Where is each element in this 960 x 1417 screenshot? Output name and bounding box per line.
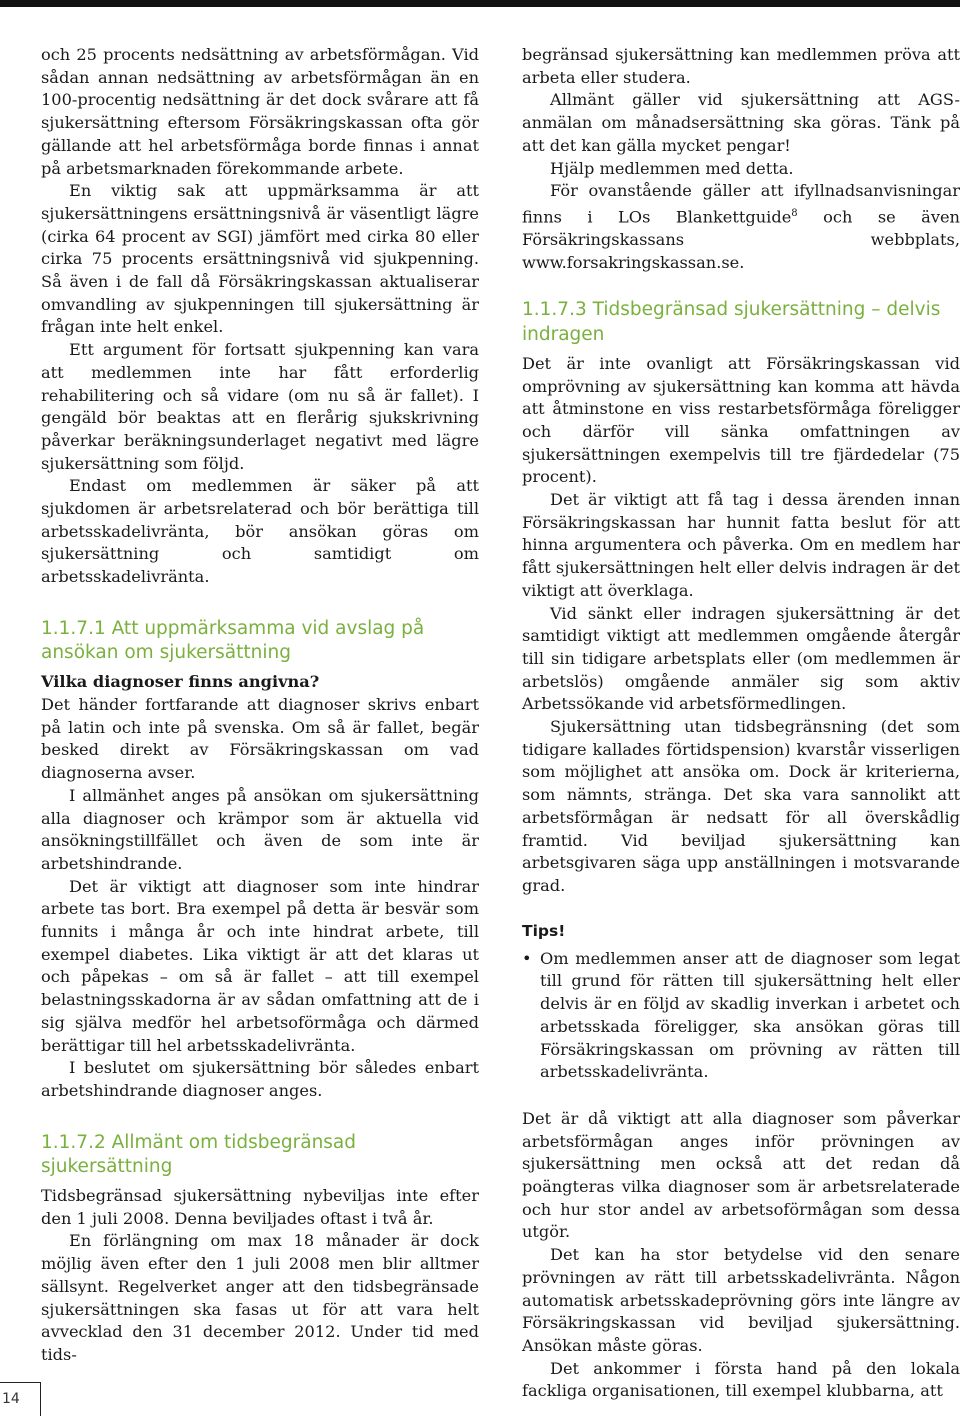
left-column <box>41 44 479 1367</box>
paragraph <box>522 180 960 274</box>
paragraph-text: och se även Försäkringskassans webbplats, www.forsakringskassan.se. <box>522 207 960 272</box>
page-number-box <box>0 1382 40 1417</box>
paragraph: Hjälp medlemmen med detta. <box>550 158 794 178</box>
tips-heading: Tips! <box>522 921 566 940</box>
paragraph: Det ankommer i första hand på den lokala fackliga organisationen, till exempel klubbarna, att <box>522 1358 960 1401</box>
top-rule <box>0 0 960 7</box>
paragraph: Ett argument för fortsatt sjukpenning kan vara att medlemmen inte har fått erforderlig rehabilitering och så vidare (om nu så är fallet). I gengäld bör beaktas att en flerårig sjukskrivning påverkar beräkningsunderlaget negativt med lägre sjukersättning som följd. <box>41 340 479 473</box>
tips-list <box>522 948 960 1084</box>
paragraph: Det är inte ovanligt att Försäkringskassan vid omprövning av sjukersättning kan komma att hävda att åtminstone en viss restarbetsförmåga föreligger och därför vill sänka omfattningen av sjukersättningen exempelvis till tre fjärdedelar (75 procent). <box>522 353 960 487</box>
paragraph: Det kan ha stor betydelse vid den senare prövningen av rätt till arbetsskadelivränta. Någon automatisk arbetsskadeprövning görs inte längre av Försäkringskassan vid beviljad sjukersättning. Ansökan måste göras. <box>522 1245 960 1355</box>
paragraph: Endast om medlemmen är säker på att sjukdomen är arbetsrelaterad och bör berättiga till arbetsskadelivränta, bör ansökan göras om sjukersättning och samtidigt om arbetsskadelivränta. <box>41 476 479 587</box>
paragraph: och 25 procents nedsättning av arbetsförmågan. Vid sådan annan nedsättning av arbetsförmågan än en 100-procentig nedsättning är det dock svårare att få sjukersättning eftersom Försäkringskassan ofta gör gällande att hel arbetsförmåga borde finnas i annat på arbetsmarknaden förekommande arbete. <box>41 45 479 178</box>
paragraph: I allmänhet anges på ansökan om sjukersättning alla diagnoser och krämpor som är aktuella vid ansökningstillfället och även de som inte är arbetshindrande. <box>41 785 479 873</box>
paragraph: I beslutet om sjukersättning bör således enbart arbetshindrande diagnoser anges. <box>41 1058 479 1100</box>
section-heading: 1.1.7.2 Allmänt om tidsbegränsad sjukersättning <box>41 1131 357 1177</box>
paragraph: Allmänt gäller vid sjukersättning att AGS-anmälan om månadsersättning ska göras. Tänk på att det kan gälla mycket pengar! <box>522 90 960 155</box>
tip-item: • Om medlemmen anser att de diagnoser som legat till grund för rätten till sjukersättning helt eller delvis är en följd av skadlig inverkan i arbetet och arbetsskada föreligger, ska ansökan göras till Försäkringskassan om prövning av rätten till arbetsskadelivränta. <box>540 948 960 1084</box>
paragraph: Vid sänkt eller indragen sjukersättning är det samtidigt viktigt att medlemmen omgående återgår till sin tidigare arbetsplats eller (om medlemmen är arbetslös) omgående anmäler sig som aktiv Arbetssökande vid arbetsförmedlingen. <box>522 603 960 714</box>
paragraph: Det är viktigt att få tag i dessa ärenden innan Försäkringskassan har hunnit fatta beslut för att hinna argumentera och påverka. Om en medlem har fått sjukersättningen helt eller delvis indragen är det viktigt att överklaga. <box>522 490 960 600</box>
paragraph: Tidsbegränsad sjukersättning nybeviljas inte efter den 1 juli 2008. Denna beviljades oftast i två år. <box>41 1186 479 1228</box>
paragraph: Det är viktigt att diagnoser som inte hindrar arbete tas bort. Bra exempel på detta är besvär som funnits i många år och inte hindrat arbete, till exempel diabetes. Lika viktigt är att det klaras ut och påpekas – om så är fallet – att till exempel belastningsskadorna är av sådan omfattning att de i sig själva medför hel arbetsoförmåga och därmed berättigar till hel arbetsskadelivränta. <box>41 876 479 1055</box>
right-column <box>522 44 960 1403</box>
section-heading: 1.1.7.1 Att uppmärksamma vid avslag på ansökan om sjukersättning <box>41 617 425 664</box>
paragraph-text: För ovanstående gäller att ifyllnadsanvisningar finns i LOs Blankettguide <box>522 181 960 227</box>
paragraph: Sjukersättning utan tidsbegränsning (det som tidigare kallades förtidspension) kvarstår visserligen som möjlighet att ansöka om. Dock är kriterierna, som nämnts, stränga. Det ska vara sannolikt att arbetsförmågan är nedsatt för all överskådlig framtid. Vid beviljad sjukersättning kan arbetsgivaren säga upp anställningen i motsvarande grad. <box>522 717 960 895</box>
paragraph: En förlängning om max 18 månader är dock möjlig även efter den 1 juli 2008 men blir alltmer sällsynt. Regelverket anger att den tidsbegränsade sjukersättningen ska fasas ut för att vara helt avvecklad den 31 december 2012. Under tid med tids- <box>41 1231 479 1364</box>
footnote-ref[interactable]: 8 <box>791 207 798 219</box>
question-heading: Vilka diagnoser finns angivna? <box>41 672 320 692</box>
paragraph: begränsad sjukersättning kan medlemmen pröva att arbeta eller studera. <box>522 45 960 87</box>
section-heading: 1.1.7.3 Tidsbegränsad sjukersättning – delvis indragen <box>522 299 941 345</box>
page-number: 14 <box>2 1391 20 1407</box>
paragraph: Det är då viktigt att alla diagnoser som påverkar arbetsförmågan anges inför prövningen av sjukersättning men också att det redan då poängteras vilka diagnoser som är arbetsrelaterade och hur stor andel av arbetsoförmågan som dessa utgör. <box>522 1108 960 1242</box>
paragraph: Det händer fortfarande att diagnoser skrivs enbart på latin och inte på svenska. Om så är fallet, begär besked direkt av Försäkringskassan om vad diagnoserna avser. <box>41 694 479 783</box>
page-number-divider <box>40 1382 41 1416</box>
paragraph: En viktig sak att uppmärksamma är att sjukersättningens ersättningsnivå är väsentligt lägre (cirka 64 procent av SGI) jämfört med cirka 80 eller cirka 75 procents ersättningsnivå vid sjukpenning. Så även i de fall då Försäkringskassan aktualiserar omvandling av sjukpenningen till sjukersättning är frågan inte helt enkel. <box>41 181 479 337</box>
